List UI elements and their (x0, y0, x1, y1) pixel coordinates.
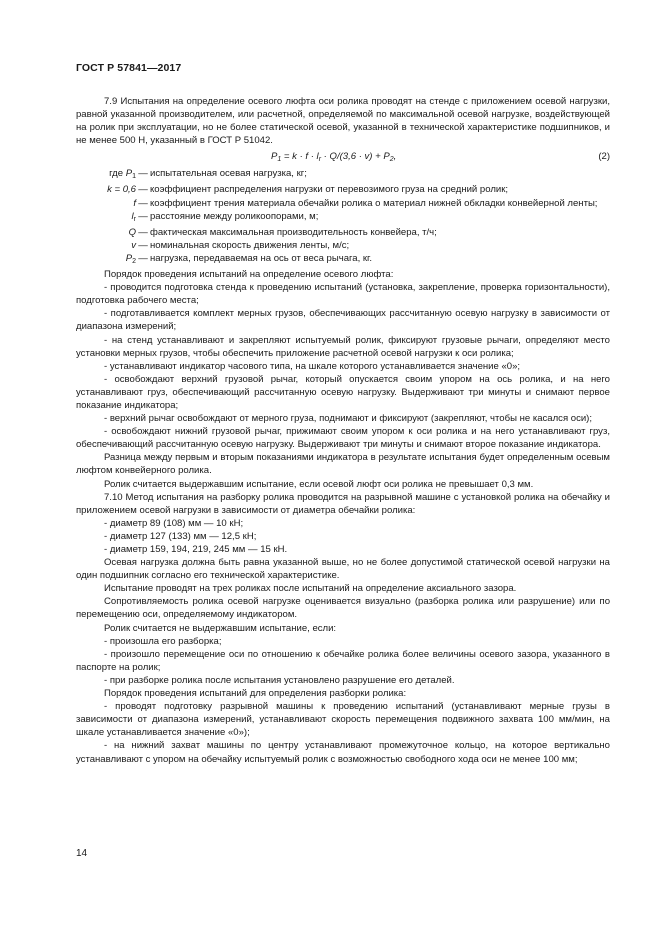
paragraph: 7.10 Метод испытания на разборку ролика проводится на разрывной машине с установкой ролика на обечайку и приложением осевой нагрузки в зависимости от диаметра обечайки ролика: (76, 491, 610, 516)
definition-symbol: k = 0,6 (107, 184, 136, 196)
paragraph: Сопротивляемость ролика осевой нагрузке оценивается визуально (разборка ролика или разрушение) или по перемещению оси, определяемому индикатором. (76, 596, 610, 621)
definition-symbol: $l_r$ (131, 210, 136, 223)
definition-row (76, 197, 610, 210)
paragraph: - на нижний захват машины по центру устанавливают промежуточное кольцо, на которое вертикально устанавливают с упором на обечайку испытуемый ролик с возможностью свободного хода оси не менее 100 мм; (76, 740, 610, 765)
definition-dash: — (138, 252, 148, 264)
page-number: 14 (76, 848, 88, 859)
paragraph: Ролик считается выдержавшим испытание, если осевой люфт оси ролика не превышает 0,3 мм. (104, 478, 534, 490)
definition-text: номинальная скорость движения ленты, м/с; (150, 239, 350, 251)
definition-dash: — (138, 184, 148, 196)
definition-symbol: $P_2$ (125, 252, 136, 265)
paragraph: - подготавливается комплект мерных грузов, обеспечивающих рассчитанную осевую нагрузку в зависимости от диапазона измерений; (76, 308, 610, 333)
definition-row (76, 210, 610, 226)
definition-text: расстояние между роликоопорами, м; (150, 210, 319, 222)
paragraph: Осевая нагрузка должна быть равна указанной выше, но не более допустимой статической осевой нагрузки на один подшипник согласно его технической характеристике. (76, 557, 610, 582)
definition-row (76, 252, 610, 268)
paragraph: - освобождают нижний грузовой рычаг, прижимают своим упором к оси ролика и на него устанавливают груз, обеспечивающий рассчитанную осевую нагрузку. Выдерживают три минуты и снимают второе показание индикатора. (76, 426, 610, 451)
definition-text: коэффициент распределения нагрузки от перевозимого груза на средний ролик; (150, 184, 509, 196)
definition-dash: — (138, 226, 148, 238)
paragraph: - проводят подготовку разрывной машины к проведению испытаний (устанавливают мерные грузы в зависимости от диапазона измерений, устанавливают скорость перемещения подвижного захвата 100 мм/мин, на шкале устанавливается значение «0»); (76, 701, 610, 739)
definition-row (76, 226, 610, 239)
standard-header: ГОСТ Р 57841—2017 (76, 62, 182, 74)
paragraph: - на стенд устанавливают и закрепляют испытуемый ролик, фиксируют грузовые рычаги, определяют место установки мерных грузов, чтобы обеспечить приложение расчетной осевой нагрузки к оси ролика; (76, 334, 610, 359)
paragraph: - диаметр 159, 194, 219, 245 мм — 15 кН. (104, 544, 288, 555)
paragraph: - диаметр 127 (133) мм — 12,5 кН; (104, 530, 257, 542)
definition-text: коэффициент трения материала обечайки ролика о материал нижней обкладки конвейерной ленты; (150, 197, 598, 209)
definition-row (76, 183, 610, 196)
document-body (76, 95, 610, 766)
paragraph: - верхний рычаг освобождают от мерного груза, поднимают и фиксируют (закрепляют, чтобы не касался оси); (104, 413, 593, 425)
paragraph: - произошла его разборка; (104, 635, 222, 647)
definition-symbol: f (133, 197, 136, 209)
paragraph: - произошло перемещение оси по отношению к обечайке ролика более величины осевого зазора, указанного в паспорте на ролик; (76, 648, 610, 673)
definition-text: фактическая максимальная производительность конвейера, т/ч; (150, 226, 437, 238)
formula-number: (2) (598, 151, 610, 163)
definition-dash: — (138, 168, 148, 180)
formula-definitions (76, 167, 610, 268)
definition-symbol: Q (128, 226, 136, 238)
definition-text: нагрузка, передаваемая на ось от веса рычага, кг. (150, 252, 373, 264)
paragraph-list (76, 268, 610, 766)
definition-text: испытательная осевая нагрузка, кг; (150, 168, 307, 180)
paragraph: - устанавливают индикатор часового типа, на шкале которого устанавливается значение «0»; (104, 360, 521, 372)
paragraph: Порядок проведения испытаний на определение осевого люфта: (104, 269, 394, 281)
paragraph: - при разборке ролика после испытания установлено разрушение его деталей. (104, 674, 455, 686)
formula-expression: $P_1 = k \cdot f \cdot l_r \cdot Q/(3,6 \cdot v) + P_2$, (271, 151, 397, 164)
definition-row (76, 239, 610, 252)
definition-symbol: v (131, 239, 136, 251)
paragraph: Испытание проводят на трех роликах после испытаний на определение аксиального зазора. (104, 583, 517, 595)
paragraph: - проводится подготовка стенда к проведению испытаний (установка, закрепление, проверка горизонтальности), подготовка рабочего места; (76, 282, 610, 307)
paragraph: Ролик считается не выдержавшим испытание, если: (104, 622, 337, 634)
paragraph-7-9: 7.9 Испытания на определение осевого люфта оси ролика проводят на стенде с приложением осевой нагрузки, равной указанной производителем, или расчетной, определяемой по максимальной осевой нагрузке, воздействующей на ролик при эксплуатации, но не более статической осевой, указанной в технической характеристике подшипников, и не менее 500 Н, указанный в ГОСТ Р 51042. (76, 96, 610, 147)
paragraph: - освобождают верхний грузовой рычаг, который опускается своим упором на ось ролика, и на него устанавливают груз, обеспечивающий рассчитанную осевую нагрузку. Выдерживают три минуты и снимают первое показание индикатора; (76, 373, 610, 411)
definition-row (76, 167, 610, 183)
definition-symbol: где $P_1$ (109, 168, 136, 181)
definition-dash: — (138, 239, 148, 251)
definition-dash: — (138, 210, 148, 222)
formula-2 (76, 150, 610, 164)
paragraph: - диаметр 89 (108) мм — 10 кН; (104, 517, 244, 529)
paragraph: Порядок проведения испытаний для определения разборки ролика: (104, 688, 407, 700)
definition-dash: — (138, 197, 148, 209)
paragraph: Разница между первым и вторым показаниями индикатора в результате испытания будет определенным осевым люфтом конвейерного ролика. (76, 452, 610, 477)
